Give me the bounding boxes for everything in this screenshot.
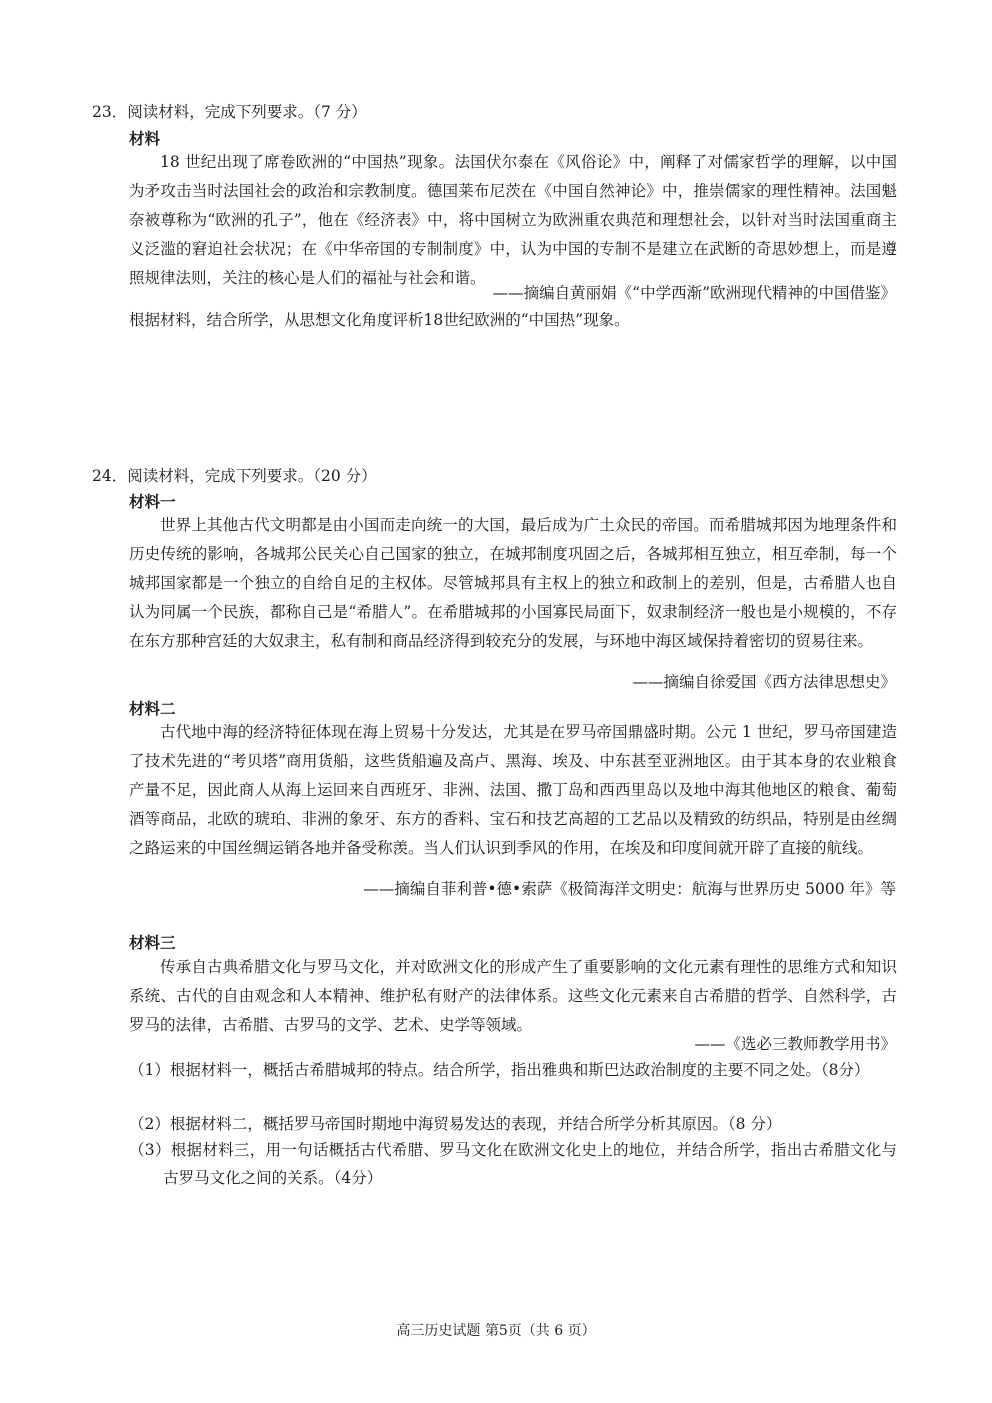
- q24-m1-label: 材料一: [129, 493, 176, 511]
- q24-m2-paragraph: 古代地中海的经济特征体现在海上贸易十分发达，尤其是在罗马帝国鼎盛时期。公元 1 世纪，罗马帝国建造了技术先进的“考贝塔”商用货船，这些货船遍及高卢、黑海、埃及、中东甚至亚洲地区。由于其本身的农业粮食产量不足，因此商人从海上运回来自西班牙、非洲、法国、撒丁岛和西西里岛以及地中海其他地区的粮食、葡萄酒等商品，北欧的琥珀、非洲的象牙、东方的香料、宝石和技艺高超的工艺品以及精致的纺织品，特别是由丝绸之路运来的中国丝绸运销各地并备受称羡。当人们认识到季风的作用，在埃及和印度间就开辟了直接的航线。: [129, 723, 897, 857]
- q23-title: 23．阅读材料，完成下列要求。（7 分）: [92, 103, 367, 121]
- q24-subquestion-2: （2）根据材料二，概括罗马帝国时期地中海贸易发达的表现，并结合所学分析其原因。（8 分）: [129, 1115, 782, 1133]
- q24-m2-label: 材料二: [129, 700, 176, 718]
- q24-m3-label: 材料三: [129, 934, 176, 952]
- q24-m1-paragraph: 世界上其他古代文明都是由小国而走向统一的大国，最后成为广土众民的帝国。而希腊城邦因为地理条件和历史传统的影响，各城邦公民关心自己国家的独立，在城邦制度巩固之后，各城邦相互独立，相互牵制，每一个城邦国家都是一个独立的自给自足的主权体。尽管城邦具有主权上的独立和政制上的差别，但是，古希腊人也自认为同属一个民族，都称自己是“希腊人”。在希腊城邦的小国寡民局面下，奴隶制经济一般也是小规模的，不存在东方那种宫廷的大奴隶主，私有制和商品经济得到较充分的发展，与环地中海区域保持着密切的贸易往来。: [129, 516, 897, 650]
- page-footer: 高三历史试题 第5页（共 6 页）: [396, 1323, 596, 1339]
- q24-m3-source: ——《选必三教师教学用书》: [694, 1035, 896, 1053]
- q24-title: 24．阅读材料，完成下列要求。（20 分）: [92, 467, 377, 485]
- q24-m2-source: ——摘编自菲利普•德•索萨《极简海洋文明史：航海与世界历史 5000 年》等: [363, 880, 896, 898]
- q23-task: 根据材料，结合所学，从思想文化角度评析18世纪欧洲的“中国热”现象。: [129, 311, 630, 329]
- q24-m1-source: ——摘编自徐爱国《西方法律思想史》: [632, 673, 896, 691]
- q24-subquestion-1: （1）根据材料一，概括古希腊城邦的特点。结合所学，指出雅典和斯巴达政治制度的主要不同之处。（8分）: [129, 1061, 870, 1079]
- q24-subquestion-3: （3）根据材料三，用一句话概括古代希腊、罗马文化在欧洲文化史上的地位，并结合所学，指出古希腊文化与古罗马文化之间的关系。（4分）: [129, 1141, 897, 1187]
- q23-material-label: 材料: [129, 130, 161, 148]
- q23-material-paragraph: 18 世纪出现了席卷欧洲的“中国热”现象。法国伏尔泰在《风俗论》中，阐释了对儒家哲学的理解，以中国为矛攻击当时法国社会的政治和宗教制度。德国莱布尼茨在《中国自然神论》中，推崇儒家的理性精神。法国魁奈被尊称为“欧洲的孔子”，他在《经济表》中，将中国树立为欧洲重农典范和理想社会，以针对当时法国重商主义泛滥的窘迫社会状况；在《中华帝国的专制制度》中，认为中国的专制不是建立在武断的奇思妙想上，而是遵照规律法则，关注的核心是人们的福祉与社会和谐。: [129, 153, 897, 287]
- q24-m3-paragraph: 传承自古典希腊文化与罗马文化，并对欧洲文化的形成产生了重要影响的文化元素有理性的思维方式和知识系统、古代的自由观念和人本精神、维护私有财产的法律体系。这些文化元素来自古希腊的哲学、自然科学，古罗马的法律，古希腊、古罗马的文学、艺术、史学等领域。: [129, 958, 897, 1034]
- q23-source: ——摘编自黄丽娟《“中学西渐”欧洲现代精神的中国借鉴》: [492, 284, 896, 302]
